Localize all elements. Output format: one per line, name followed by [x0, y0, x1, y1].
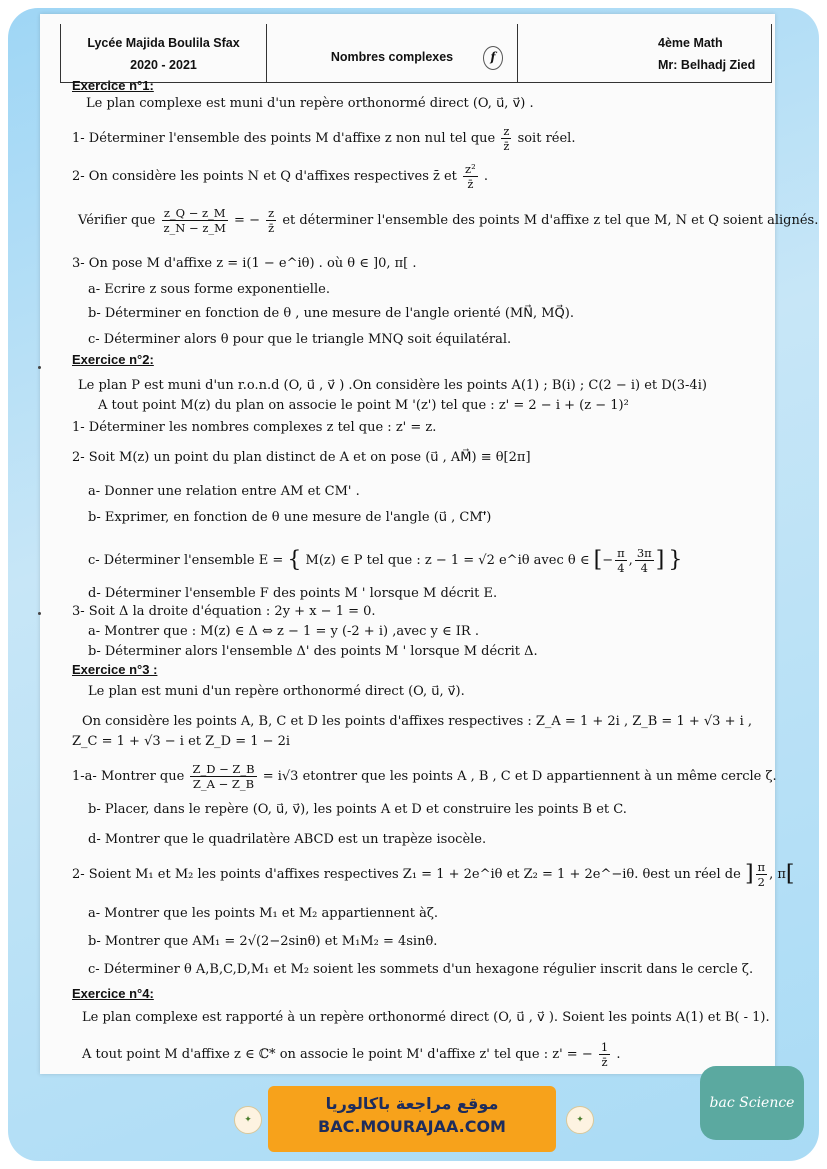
ex1-q2-tail: .: [483, 169, 488, 184]
ex1-q1-text: 1- Déterminer l'ensemble des points M d'affixe z non nul tel que: [72, 131, 496, 146]
ex2-q2a: a- Donner une relation entre AM et CM' .: [88, 484, 360, 499]
ex2-q2b: b- Exprimer, en fonction de θ une mesure de l'angle (u⃗ , CM'⃗): [88, 510, 492, 525]
ex1-q1: [72, 124, 575, 153]
ex1-q2-text: 2- On considère les points N et Q d'affixes respectives z̄ et: [72, 169, 457, 184]
ex4-assoc-lead: A tout point M d'affixe z ∈ ℂ* on associe le point M' d'affixe z' tel que : z' = −: [82, 1047, 593, 1062]
ex1-verify-eq: = −: [234, 213, 260, 228]
frac-den: z̄: [503, 139, 510, 153]
ex3-q2: [72, 860, 795, 889]
margin-dot: [38, 366, 41, 369]
brace-open: {: [287, 547, 302, 573]
ex3-q2c: c- Déterminer θ A,B,C,D,M₁ et M₂ soient les sommets d'un hexagone régulier inscrit dans le cercle ζ.: [88, 962, 754, 977]
ex3-points1: On considère les points A, B, C et D les points d'affixes respectives : Z_A = 1 + 2i , Z_B = 1 + √3 + i ,: [82, 714, 753, 729]
worksheet: [40, 14, 819, 1074]
bracket-close: [: [785, 861, 795, 887]
document-body: [40, 14, 819, 1074]
ex3-q1a-fraction: [190, 762, 256, 791]
ex3-intro: Le plan est muni d'un repère orthonormé direct (O, u⃗, v⃗).: [88, 684, 465, 699]
ex2-q3: 3- Soit Δ la droite d'équation : 2y + x − 1 = 0.: [72, 604, 376, 619]
school-year: 2020 - 2021: [130, 58, 197, 72]
ex2-intro1: Le plan P est muni d'un r.o.n.d (O, u⃗ , v⃗ ) .On considère les points A(1) ; B(i) ; C(2 − i) et D(3-4i): [78, 378, 707, 393]
ex3-q2-lead: 2- Soient M₁ et M₂ les points d'affixes respectives Z₁ = 1 + 2e^iθ et Z₂ = 1 + 2e^−iθ. θest un réel de: [72, 867, 741, 882]
left-logo-icon: ✦: [234, 1106, 262, 1134]
ex1-verify: [78, 206, 818, 235]
exercise-1-title: Exercice n°1:: [72, 78, 154, 93]
ex1-verify-fraction: [162, 206, 228, 235]
teacher-name: Mr: Belhadj Zied: [658, 58, 756, 72]
ex3-q1a-lead: 1-a- Montrer que: [72, 769, 185, 784]
frac-num: Z_D − Z_B: [192, 762, 255, 776]
frac-num: 1: [600, 1040, 609, 1054]
school-name: Lycée Majida Boulila Sfax: [87, 36, 240, 50]
frac-num: π: [617, 546, 625, 560]
ex1-q1-tail: soit réel.: [517, 131, 576, 146]
ex2-intro2: A tout point M(z) du plan on associe le point M '(z') tel que : z' = 2 − i + (z − 1)²: [98, 398, 629, 413]
ex2-q3a: a- Montrer que : M(z) ∈ Δ ⇔ z − 1 = y (-2 + i) ,avec y ∈ IR .: [88, 624, 479, 639]
ex3-q2b: b- Montrer que AM₁ = 2√(2−2sinθ) et M₁M₂ = 4sinθ.: [88, 934, 438, 949]
frac-num: z: [268, 206, 275, 220]
ex1-q1-fraction: [501, 124, 511, 153]
ex2-q2c-frac2: [635, 546, 654, 575]
frac-num: 3π: [636, 546, 652, 560]
ex3-q1a-tail: = i√3 etontrer que les points A , B , C et D appartiennent à un même cercle ζ.: [262, 769, 777, 784]
ex3-points2: Z_C = 1 + √3 − i et Z_D = 1 − 2i: [72, 734, 291, 749]
ex3-q1b: b- Placer, dans le repère (O, u⃗, v⃗), les points A et D et construire les points B et C.: [88, 802, 627, 817]
subject-title: Nombres complexes: [330, 50, 454, 64]
ex2-q2c-lead: c- Déterminer l'ensemble E =: [88, 553, 284, 568]
right-logo-icon: ✦: [566, 1106, 594, 1134]
brace-close: }: [668, 547, 683, 573]
ex3-q1a: [72, 762, 777, 791]
footer-banner[interactable]: [268, 1086, 556, 1152]
footer-url[interactable]: BAC.MOURAJAA.COM: [318, 1117, 506, 1136]
ex3-q2-fraction: [756, 860, 768, 889]
frac-num: z²: [465, 162, 476, 176]
exercise-3-title: Exercice n°3 :: [72, 662, 158, 677]
frac-num: z_Q − z_M: [162, 206, 228, 221]
ex1-verify-lead: Vérifier que: [78, 213, 156, 228]
exercise-4-title: Exercice n°4:: [72, 986, 154, 1001]
margin-dot: [38, 612, 41, 615]
class-level: 4ème Math: [658, 36, 723, 50]
ex3-q2a: a- Montrer que les points M₁ et M₂ appartiennent àζ.: [88, 906, 439, 921]
ex2-q1: 1- Déterminer les nombres complexes z tel que : z' = z.: [72, 420, 437, 435]
badge-icon: f: [483, 46, 503, 70]
ex4-assoc-tail: .: [616, 1047, 621, 1062]
ex4-assoc-fraction: [599, 1040, 610, 1069]
ex3-q1d: d- Montrer que le quadrilatère ABCD est un trapèze isocèle.: [88, 832, 487, 847]
frac-den: z_N − z_M: [163, 221, 226, 235]
frac-den: z̄: [268, 221, 275, 235]
bracket-close: ]: [655, 547, 665, 573]
ex2-q2d: d- Déterminer l'ensemble F des points M ' lorsque M décrit E.: [88, 586, 498, 601]
frac-den: 4: [617, 561, 625, 575]
ex1-q3: 3- On pose M d'affixe z = i(1 − e^iθ) . où θ ∈ ]0, π[ .: [72, 256, 417, 271]
exercise-2-title: Exercice n°2:: [72, 352, 154, 367]
ex1-q3b: b- Déterminer en fonction de θ , une mesure de l'angle orienté (MN⃗, MQ⃗).: [88, 306, 574, 321]
ex1-verify-tail: et déterminer l'ensemble des points M d'affixe z tel que M, N et Q soient alignés.: [282, 213, 819, 228]
ex2-q2c: c- Déterminer l'ensemble E = { M(z) ∈ P tel que : z − 1 = √2 e^iθ avec θ ∈ [− $\frac{\pi}{4}$ , $\frac{3\pi}{4}$ ] }: [88, 546, 683, 575]
frac-den: z̄: [601, 1055, 608, 1069]
bracket-open: ]: [744, 861, 754, 887]
ex1-q2: [72, 162, 488, 191]
frac-den: 4: [640, 561, 648, 575]
ex4-intro: Le plan complexe est rapporté à un repère orthonormé direct (O, u⃗ , v⃗ ). Soient les points A(1) et B( - 1).: [82, 1010, 770, 1025]
ex3-q2-tail: , π: [769, 867, 786, 882]
ex2-q3b: b- Déterminer alors l'ensemble Δ' des points M ' lorsque M décrit Δ.: [88, 644, 538, 659]
frac-den: Z_A − Z_B: [192, 777, 255, 791]
ex1-q2-fraction: [463, 162, 478, 191]
ex1-q3c: c- Déterminer alors θ pour que le triangle MNQ soit équilatéral.: [88, 332, 512, 347]
ex1-q3a: a- Ecrire z sous forme exponentielle.: [88, 282, 330, 297]
frac-den: 2: [757, 875, 765, 889]
ex1-intro: Le plan complexe est muni d'un repère orthonormé direct (O, u⃗, v⃗) .: [86, 96, 534, 111]
ex1-verify-fraction2: [266, 206, 276, 235]
ex2-q2c-set: M(z) ∈ P tel que : z − 1 = √2 e^iθ avec θ ∈: [305, 553, 590, 568]
ex2-q2c-frac1: [615, 546, 627, 575]
frac-num: z: [503, 124, 510, 138]
frac-num: π: [757, 860, 766, 874]
bac-science-logo: bac Science: [700, 1066, 804, 1140]
ex4-assoc: [82, 1040, 620, 1069]
frac-den: z̄: [467, 177, 474, 191]
footer-arabic: موقع مراجعة باكالوريا: [325, 1094, 499, 1113]
bracket-open: [: [593, 547, 603, 573]
ex2-q2: 2- Soit M(z) un point du plan distinct de A et on pose (u⃗ , AM⃗) ≡ θ[2π]: [72, 450, 531, 465]
